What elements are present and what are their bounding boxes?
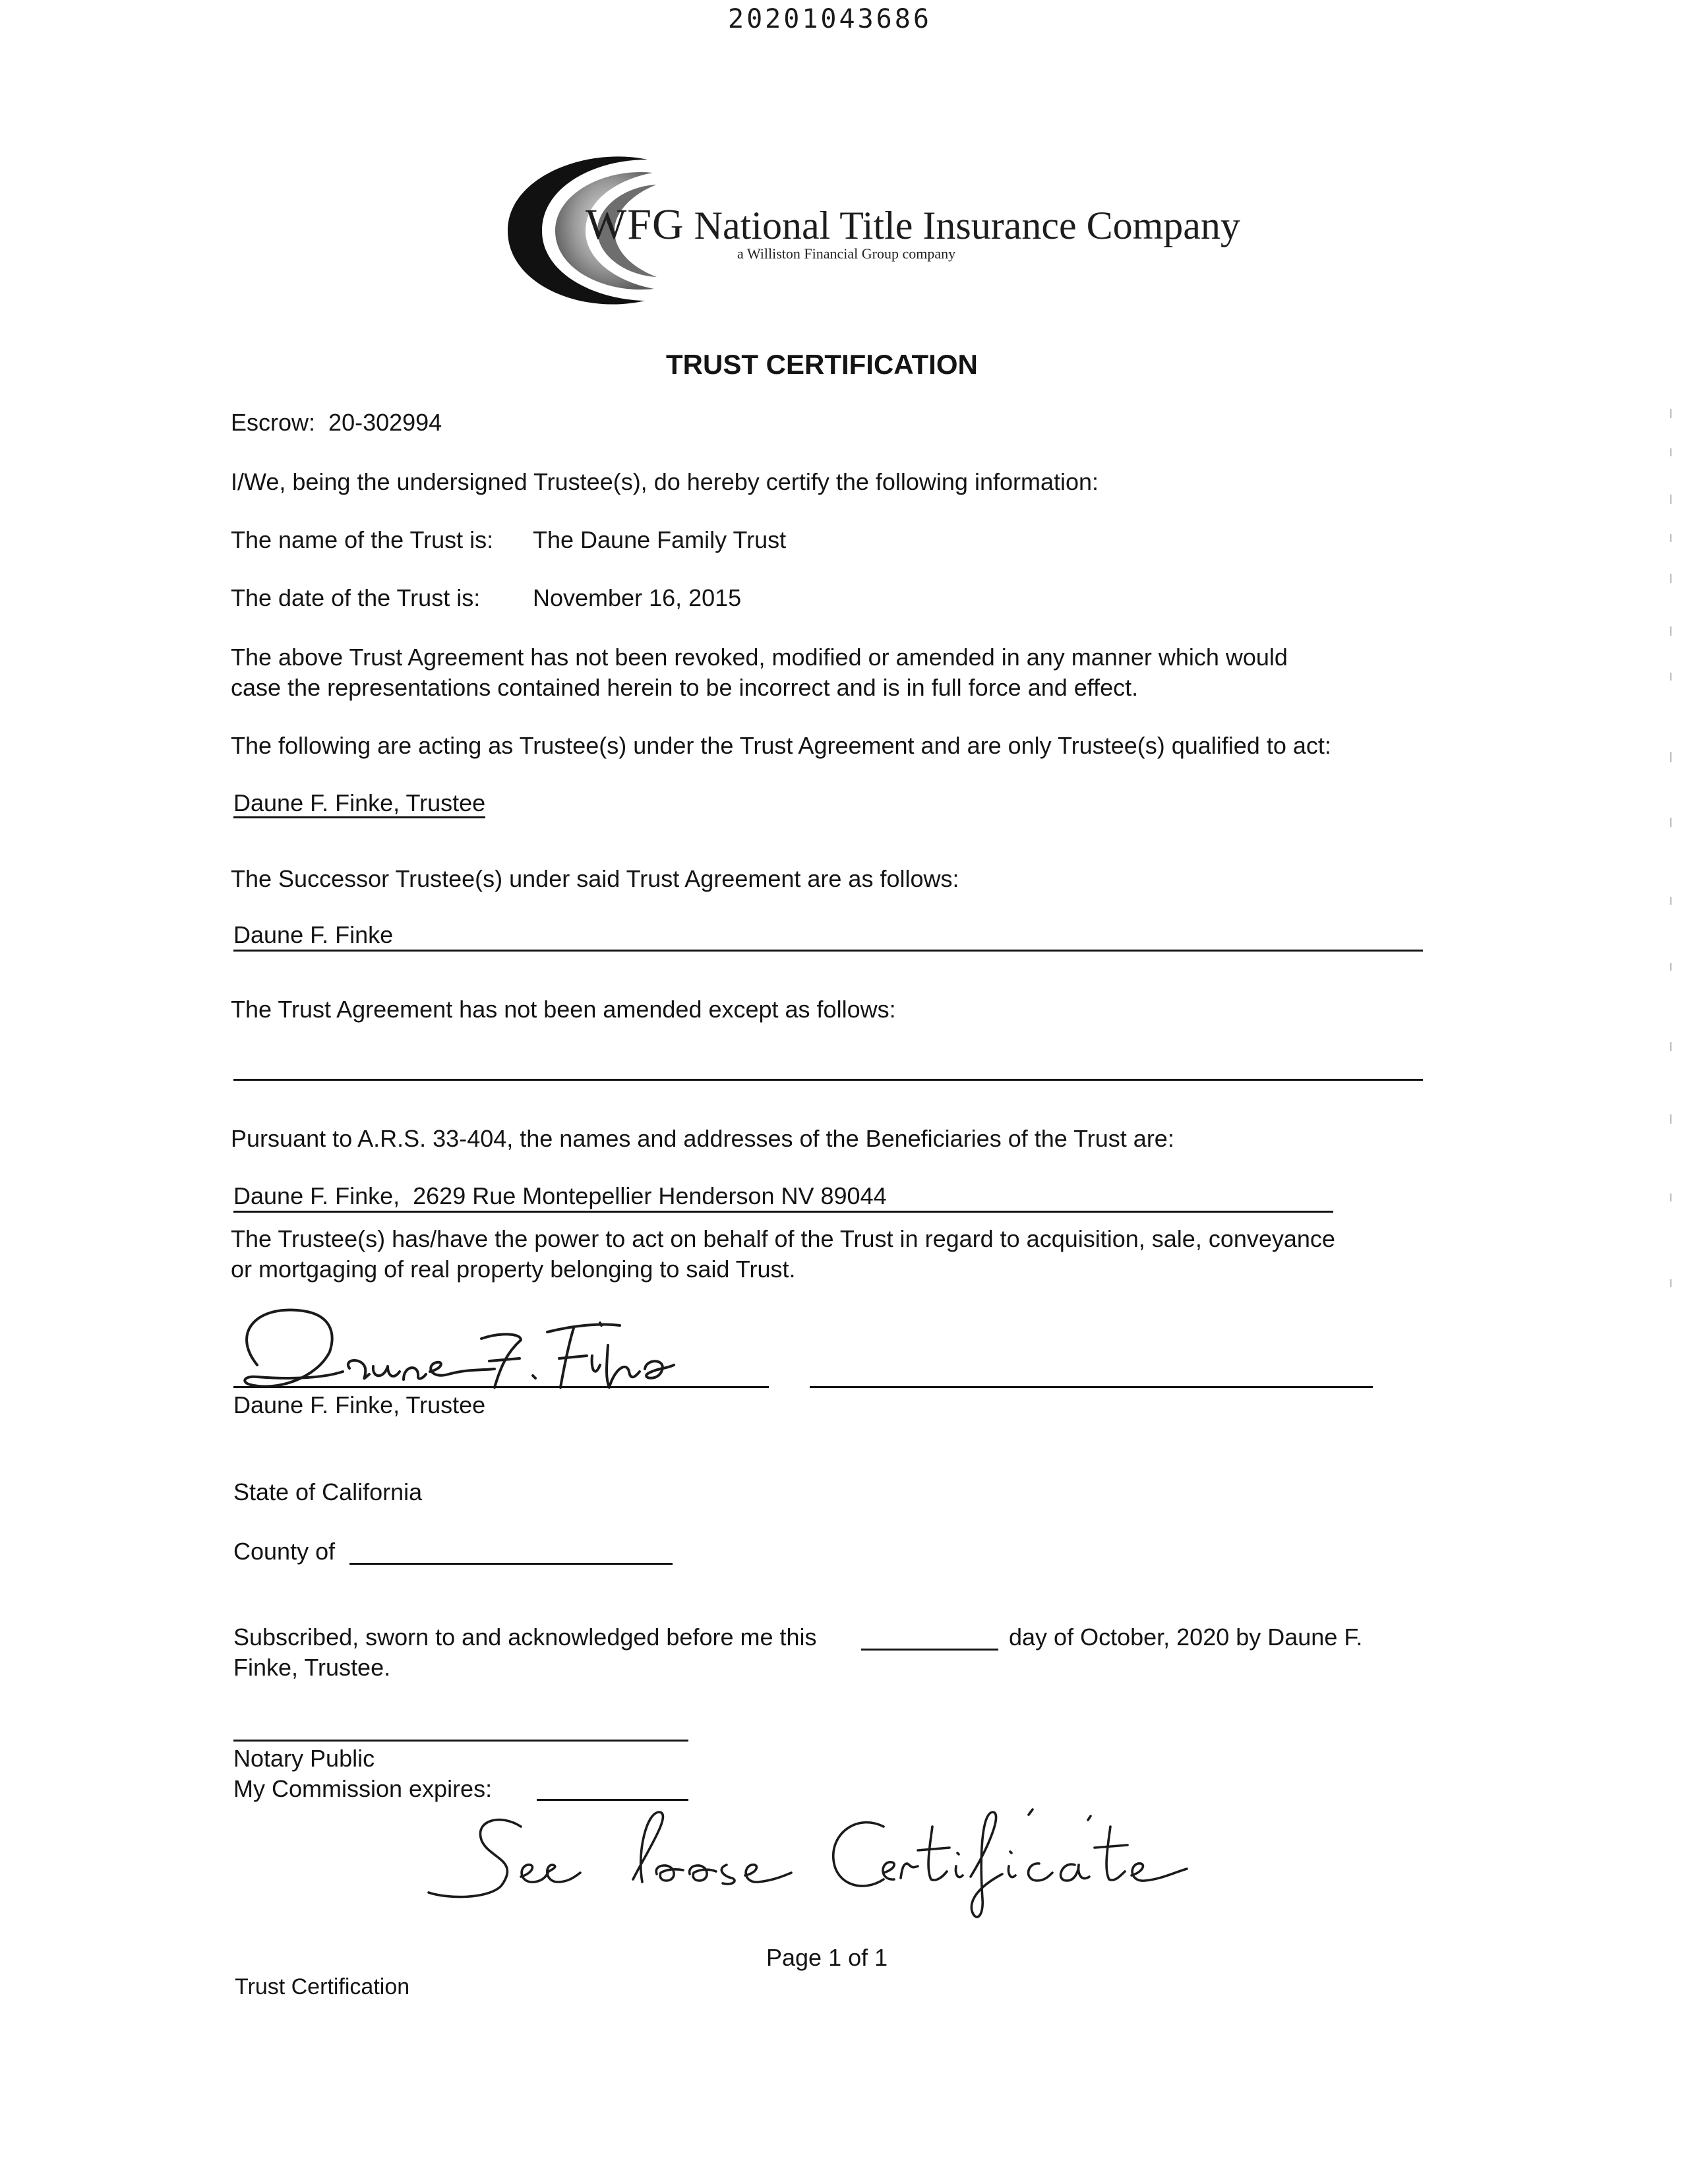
intro-text: I/We, being the undersigned Trustee(s), do hereby certify the following information: [231, 468, 1099, 495]
trust-date-label: The date of the Trust is: [231, 584, 481, 611]
notary-county-blank [349, 1563, 673, 1565]
successor-value: Daune F. Finke [233, 921, 394, 948]
subscribed-line-1-b: day of October, 2020 by Daune F. [1009, 1623, 1363, 1651]
logo-tagline: a Williston Financial Group company [737, 245, 956, 262]
successor-statement: The Successor Trustee(s) under said Trust Agreement are as follows: [231, 865, 959, 892]
power-line-2: or mortgaging of real property belonging to said Trust. [231, 1256, 796, 1283]
recording-number: 20201043686 [728, 4, 932, 34]
handwritten-note [422, 1800, 1240, 1926]
beneficiaries-statement: Pursuant to A.R.S. 33-404, the names and addresses of the Beneficiaries of the Trust are: [231, 1125, 1174, 1152]
trust-name-label: The name of the Trust is: [231, 526, 494, 553]
notary-signature-line [233, 1740, 688, 1742]
scan-edge-marks [1668, 396, 1676, 1451]
beneficiary-entry [233, 1183, 887, 1209]
not-revoked-line-2: case the representations contained herein to be incorrect and is in full force and effect. [231, 674, 1139, 701]
page-number: Page 1 of 1 [766, 1944, 888, 1971]
footer-document-title: Trust Certification [235, 1974, 410, 1999]
escrow-line [231, 408, 442, 438]
subscribed-line-1-a: Subscribed, sworn to and acknowledged before me this [233, 1623, 817, 1651]
notary-public-label: Notary Public [233, 1745, 375, 1772]
amended-blank-line [233, 1079, 1423, 1081]
second-signature-line [810, 1386, 1373, 1388]
logo-wfg-text: WFG [586, 200, 684, 249]
subscribed-day-blank [861, 1649, 998, 1651]
notary-state: State of California [233, 1478, 423, 1505]
beneficiary-underline [233, 1211, 1333, 1213]
trustees-value: Daune F. Finke, Trustee [233, 790, 485, 818]
amended-statement: The Trust Agreement has not been amended except as follows: [231, 996, 896, 1023]
trust-name-value: The Daune Family Trust [533, 526, 787, 553]
signature-line [233, 1386, 769, 1388]
trustees-statement: The following are acting as Trustee(s) under the Trust Agreement and are only Trustee(s) qualified to act: [231, 732, 1331, 759]
trust-date-value: November 16, 2015 [533, 584, 742, 611]
notary-county-label: County of [233, 1538, 336, 1565]
power-line-1: The Trustee(s) has/have the power to act on behalf of the Trust in regard to acquisition, sale, conveyance [231, 1225, 1335, 1252]
not-revoked-line-1: The above Trust Agreement has not been revoked, modified or amended in any manner which would [231, 644, 1288, 671]
signature-printed-name: Daune F. Finke, Trustee [233, 1391, 486, 1418]
subscribed-line-2: Finke, Trustee. [233, 1654, 391, 1681]
successor-underline [233, 950, 1423, 952]
beneficiary-address: 2629 Rue Montepellier Henderson NV 89044 [413, 1182, 887, 1209]
beneficiary-name: Daune F. Finke, [233, 1182, 400, 1209]
logo-company-text: National Title Insurance Company [694, 204, 1240, 247]
escrow-value: 20-302994 [328, 409, 442, 436]
logo-company-name [586, 200, 1240, 250]
commission-label: My Commission expires: [233, 1775, 493, 1802]
document-title: TRUST CERTIFICATION [666, 349, 978, 380]
escrow-label: Escrow: [231, 409, 316, 436]
